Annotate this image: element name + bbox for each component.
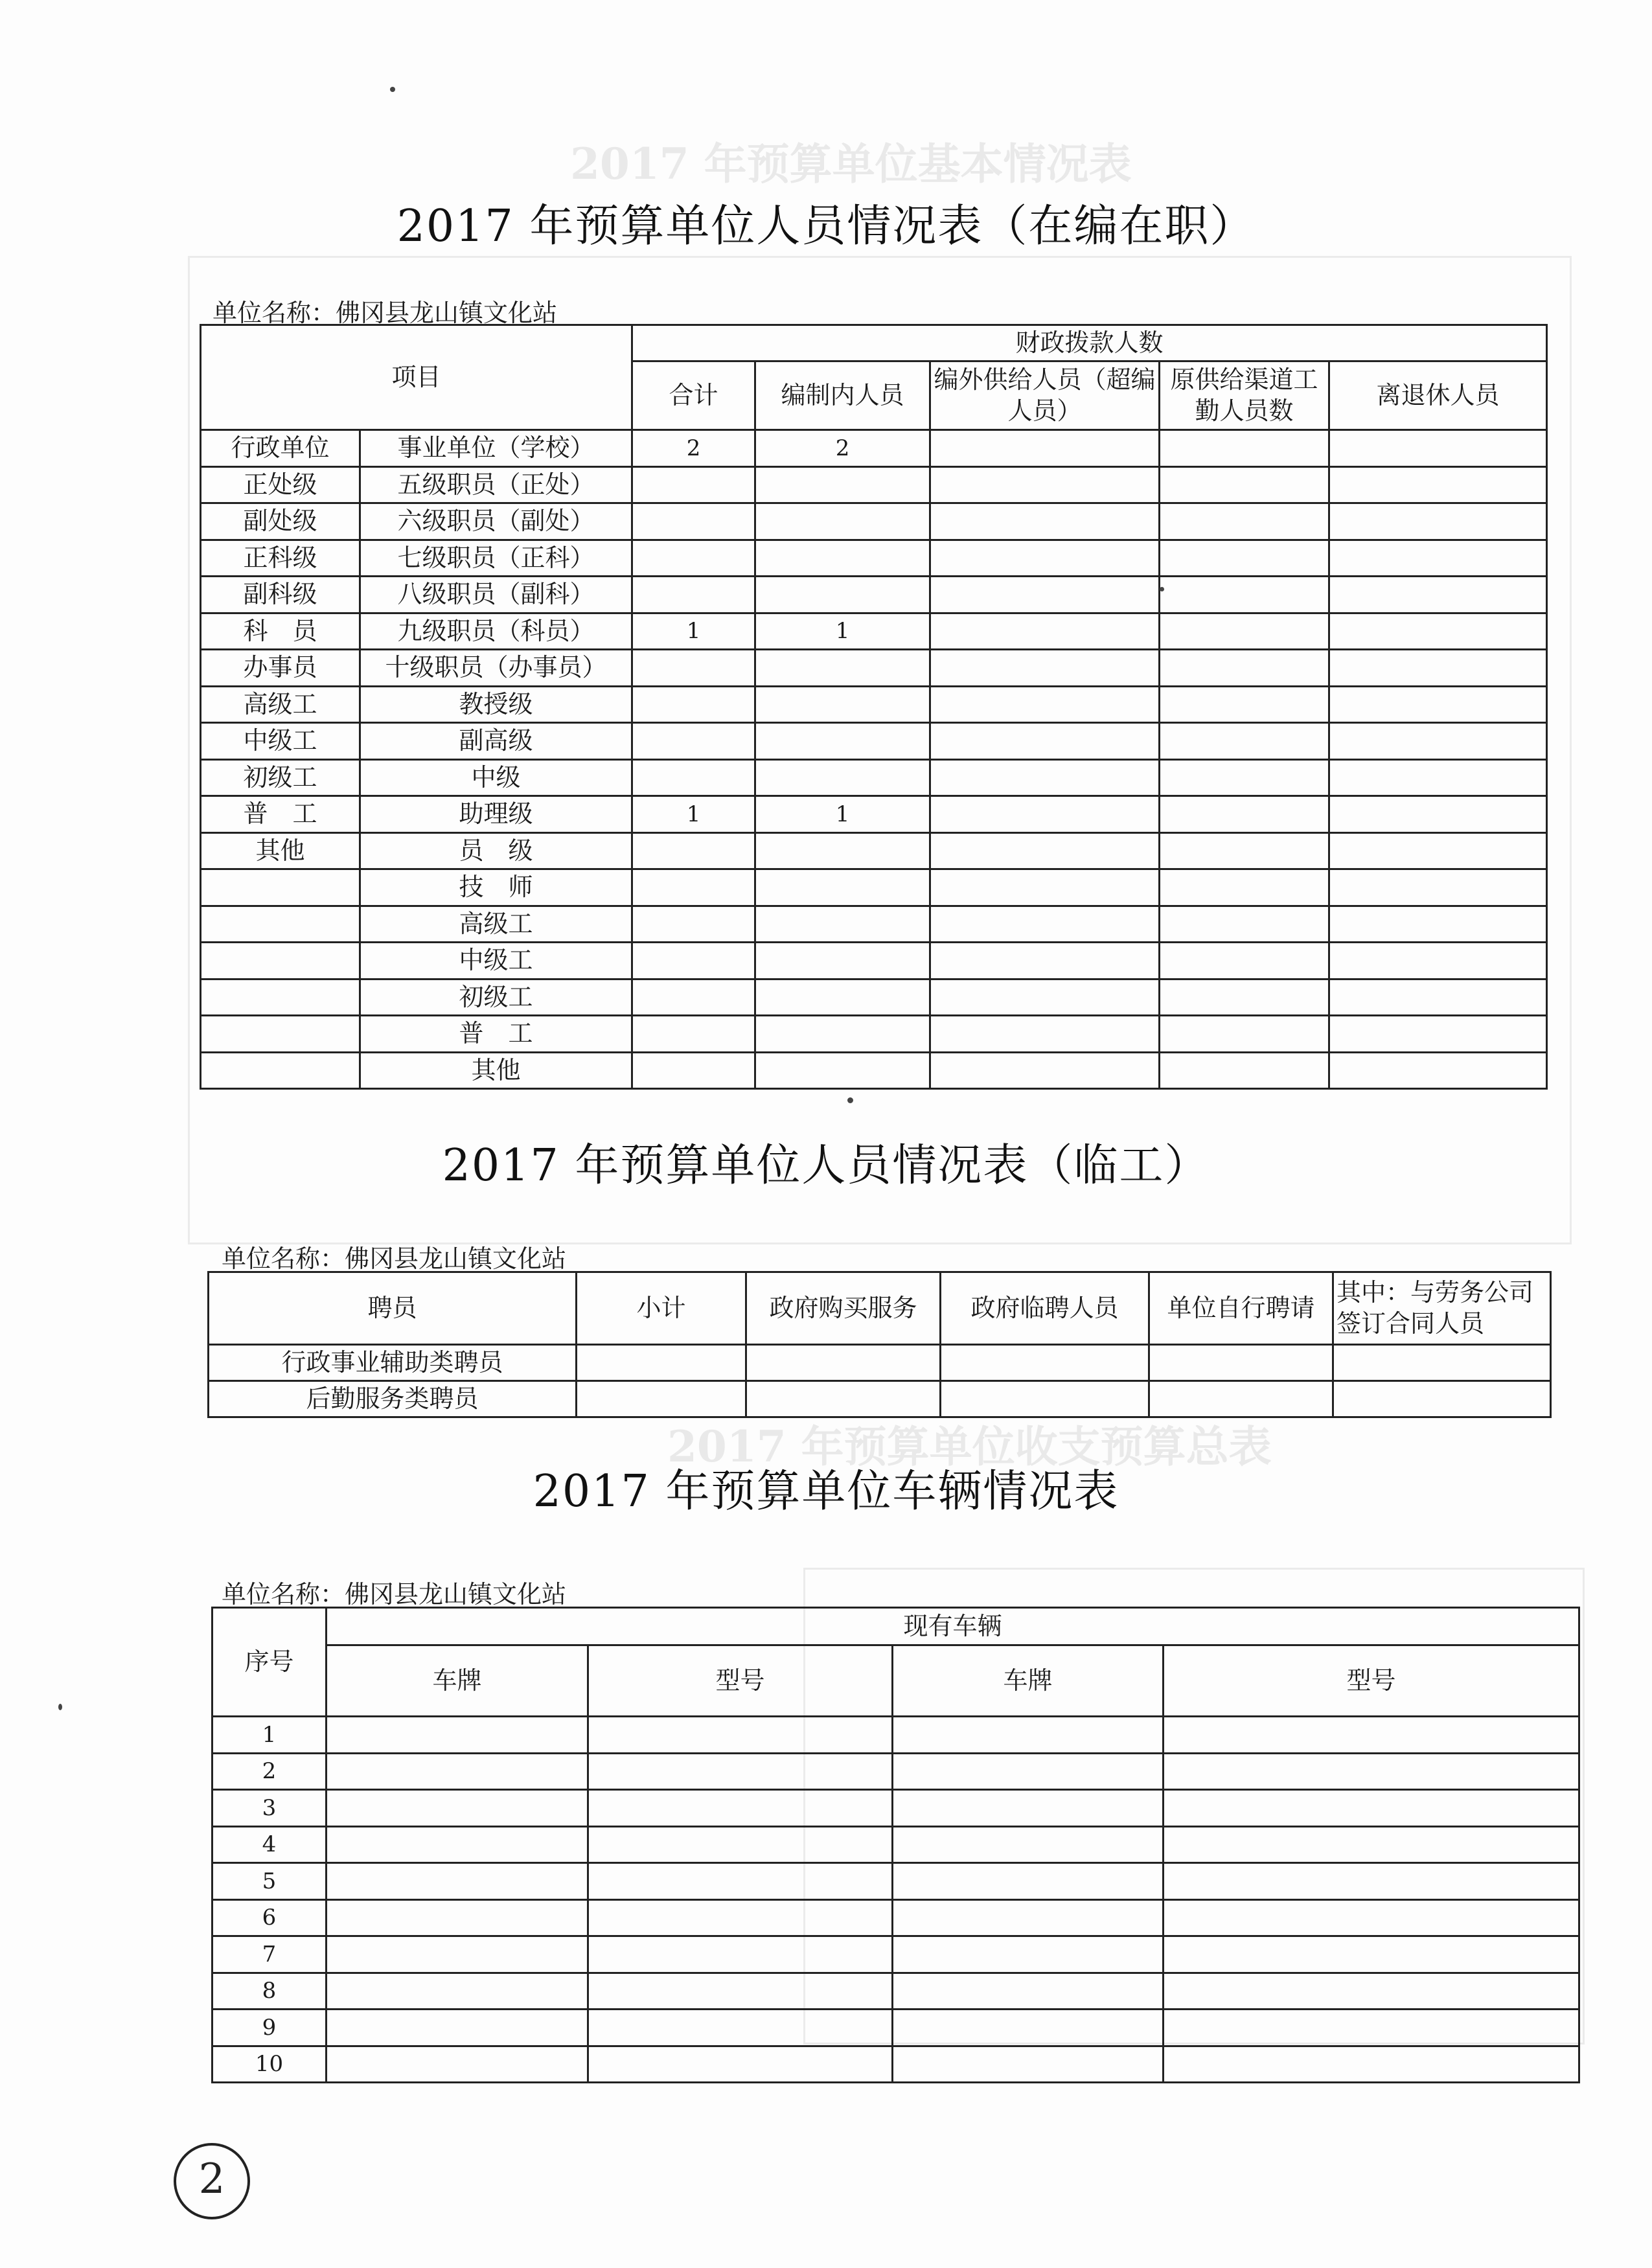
- row-cell: [893, 1899, 1164, 1936]
- row-value-v5: [1329, 686, 1547, 723]
- row-value-v3: [930, 796, 1160, 833]
- row-value-v3: [930, 723, 1160, 760]
- row-value-v2: [755, 869, 930, 906]
- table-row: [201, 613, 1547, 650]
- row-cell: [893, 1790, 1164, 1827]
- row-grade: 技 师: [360, 869, 632, 906]
- row-category: 副科级: [201, 577, 360, 613]
- table-row: [212, 1936, 1579, 1973]
- temp-staff-table: [207, 1271, 1552, 1418]
- row-value-v3: [930, 650, 1160, 687]
- header-self-hired: 单位自行聘请: [1149, 1272, 1333, 1345]
- row-value-v3: [930, 1052, 1160, 1089]
- row-cell: [1164, 1717, 1579, 1754]
- row-value-v4: [1160, 1016, 1329, 1053]
- table-row: [201, 503, 1547, 540]
- row-value-v1: [632, 466, 755, 503]
- row-cell: [893, 1863, 1164, 1900]
- row-category: [201, 979, 360, 1016]
- table1-unit-name: 单位名称：佛冈县龙山镇文化站: [212, 299, 558, 327]
- row-cell: [588, 1826, 893, 1863]
- header-original-workers: 原供给渠道工勤人员数: [1160, 361, 1329, 430]
- row-category: 普 工: [201, 796, 360, 833]
- row-cell: [1149, 1345, 1333, 1381]
- row-cell: [893, 2010, 1164, 2046]
- row-value-v2: [755, 1016, 930, 1053]
- row-cell: [1333, 1345, 1551, 1381]
- row-cell: [1164, 2010, 1579, 2046]
- row-value-v5: [1329, 869, 1547, 906]
- row-value-v2: [755, 943, 930, 979]
- row-seq: 4: [212, 1826, 327, 1863]
- row-cell: [941, 1381, 1149, 1417]
- row-value-v1: [632, 577, 755, 613]
- row-value-v4: [1160, 613, 1329, 650]
- header-retired: 离退休人员: [1329, 361, 1547, 430]
- row-cell: [1333, 1381, 1551, 1417]
- row-value-v4: [1160, 979, 1329, 1016]
- row-cell: [588, 2010, 893, 2046]
- row-grade: 中级工: [360, 943, 632, 979]
- row-grade: 普 工: [360, 1016, 632, 1053]
- row-seq: 6: [212, 1899, 327, 1936]
- table-row: [201, 466, 1547, 503]
- row-seq: 2: [212, 1753, 327, 1790]
- header-model-1: 型号: [588, 1645, 893, 1717]
- row-cell: [588, 1936, 893, 1973]
- row-grade: 助理级: [360, 796, 632, 833]
- row-value-v2: [755, 650, 930, 687]
- row-grade: 八级职员（副科）: [360, 577, 632, 613]
- row-value-v2: [755, 540, 930, 577]
- row-value-v5: [1329, 906, 1547, 943]
- row-value-v1: [632, 832, 755, 869]
- row-cell: [941, 1345, 1149, 1381]
- row-grade: 员 级: [360, 832, 632, 869]
- row-grade: 教授级: [360, 686, 632, 723]
- header-gov-temp: 政府临聘人员: [941, 1272, 1149, 1345]
- row-cell: [588, 1790, 893, 1827]
- table-row: [212, 2010, 1579, 2046]
- row-cell: [327, 1899, 588, 1936]
- row-cell: [577, 1381, 746, 1417]
- row-value-v5: [1329, 723, 1547, 760]
- header-total: 合计: [632, 361, 755, 430]
- row-value-v5: [1329, 466, 1547, 503]
- row-cell: [588, 1753, 893, 1790]
- row-value-v1: 1: [632, 613, 755, 650]
- header-plate-1: 车牌: [327, 1645, 588, 1717]
- row-value-v2: 1: [755, 613, 930, 650]
- scan-speck: [58, 1704, 62, 1710]
- row-grade: 六级职员（副处）: [360, 503, 632, 540]
- table-row: [212, 2046, 1579, 2083]
- show-through-artifact: 2017 年预算单位收支预算总表: [667, 1421, 1272, 1472]
- row-cell: [327, 1790, 588, 1827]
- header-item: 项目: [201, 325, 632, 430]
- row-value-v1: [632, 979, 755, 1016]
- row-value-v4: [1160, 686, 1329, 723]
- row-grade: 九级职员（科员）: [360, 613, 632, 650]
- row-value-v5: [1329, 577, 1547, 613]
- row-cell: [588, 1973, 893, 2010]
- scan-speck: [847, 1097, 853, 1103]
- row-value-v4: [1160, 869, 1329, 906]
- row-value-v5: [1329, 979, 1547, 1016]
- row-cell: [588, 1863, 893, 1900]
- row-value-v2: [755, 1052, 930, 1089]
- table-row: [212, 1717, 1579, 1754]
- row-seq: 9: [212, 2010, 327, 2046]
- header-hired-staff: 聘员: [209, 1272, 577, 1345]
- row-category: 初级工: [201, 759, 360, 796]
- header-extra-staff: 编外供给人员（超编人员）: [930, 361, 1160, 430]
- table-row: [212, 1790, 1579, 1827]
- row-cell: [893, 1826, 1164, 1863]
- row-value-v3: [930, 430, 1160, 467]
- row-value-v5: [1329, 1016, 1547, 1053]
- table-row: [201, 906, 1547, 943]
- table2-title: 2017 年预算单位人员情况表（临工）: [442, 1140, 1210, 1191]
- row-value-v1: [632, 686, 755, 723]
- header-funding-group: 财政拨款人数: [632, 325, 1547, 361]
- row-value-v3: [930, 577, 1160, 613]
- row-category: 正处级: [201, 466, 360, 503]
- row-value-v3: [930, 466, 1160, 503]
- row-cell: [1164, 1973, 1579, 2010]
- row-cell: [746, 1381, 941, 1417]
- row-cell: [1164, 1899, 1579, 1936]
- row-value-v4: [1160, 832, 1329, 869]
- row-value-v4: [1160, 723, 1329, 760]
- row-cell: [327, 2046, 588, 2083]
- header-current-vehicles: 现有车辆: [327, 1608, 1579, 1645]
- row-value-v4: [1160, 540, 1329, 577]
- table-row: [212, 1863, 1579, 1900]
- row-label: 后勤服务类聘员: [209, 1381, 577, 1417]
- row-cell: [588, 1899, 893, 1936]
- row-value-v5: [1329, 759, 1547, 796]
- row-category: [201, 1016, 360, 1053]
- row-cell: [1164, 1826, 1579, 1863]
- row-value-v4: [1160, 759, 1329, 796]
- row-value-v5: [1329, 796, 1547, 833]
- row-value-v4: [1160, 1052, 1329, 1089]
- row-value-v5: [1329, 1052, 1547, 1089]
- row-seq: 7: [212, 1936, 327, 1973]
- header-established-staff: 编制内人员: [755, 361, 930, 430]
- row-value-v3: [930, 759, 1160, 796]
- row-value-v5: [1329, 613, 1547, 650]
- table-row: [201, 1052, 1547, 1089]
- row-value-v1: 2: [632, 430, 755, 467]
- row-cell: [327, 1753, 588, 1790]
- row-grade: 中级: [360, 759, 632, 796]
- row-category: 高级工: [201, 686, 360, 723]
- row-value-v5: [1329, 503, 1547, 540]
- row-value-v1: [632, 943, 755, 979]
- table-row: [201, 832, 1547, 869]
- row-value-v3: [930, 686, 1160, 723]
- row-seq: 3: [212, 1790, 327, 1827]
- header-labor-contract: 其中：与劳务公司签订合同人员: [1333, 1272, 1551, 1345]
- vehicle-table: [211, 1607, 1580, 2083]
- table-row: [201, 943, 1547, 979]
- table-row: [201, 540, 1547, 577]
- table-row: [212, 1826, 1579, 1863]
- row-value-v4: [1160, 503, 1329, 540]
- table-row: [201, 869, 1547, 906]
- header-model-2: 型号: [1164, 1645, 1579, 1717]
- row-category: 科 员: [201, 613, 360, 650]
- row-value-v2: [755, 503, 930, 540]
- row-cell: [893, 1753, 1164, 1790]
- row-cell: [327, 1863, 588, 1900]
- row-label: 行政事业辅助类聘员: [209, 1345, 577, 1381]
- row-cell: [327, 1936, 588, 1973]
- row-cell: [327, 1826, 588, 1863]
- row-category: 正科级: [201, 540, 360, 577]
- row-category: 其他: [201, 832, 360, 869]
- handwritten-page-number: 2: [174, 2143, 250, 2219]
- header-plate-2: 车牌: [893, 1645, 1164, 1717]
- header-seq: 序号: [212, 1608, 327, 1717]
- row-value-v2: [755, 832, 930, 869]
- row-value-v4: [1160, 650, 1329, 687]
- table3-unit-name: 单位名称：佛冈县龙山镇文化站: [222, 1580, 567, 1609]
- header-gov-purchase: 政府购买服务: [746, 1272, 941, 1345]
- row-grade: 五级职员（正处）: [360, 466, 632, 503]
- row-seq: 5: [212, 1863, 327, 1900]
- row-value-v5: [1329, 540, 1547, 577]
- row-cell: [327, 2010, 588, 2046]
- row-value-v3: [930, 832, 1160, 869]
- row-value-v5: [1329, 430, 1547, 467]
- scan-speck: [390, 87, 395, 92]
- row-value-v2: [755, 466, 930, 503]
- row-grade: 高级工: [360, 906, 632, 943]
- row-cell: [893, 1973, 1164, 2010]
- table-row: [209, 1345, 1551, 1381]
- table-row: [201, 796, 1547, 833]
- row-seq: 10: [212, 2046, 327, 2083]
- row-cell: [746, 1345, 941, 1381]
- row-value-v2: [755, 577, 930, 613]
- row-value-v3: [930, 906, 1160, 943]
- row-value-v3: [930, 540, 1160, 577]
- row-category: 行政单位: [201, 430, 360, 467]
- row-value-v2: [755, 686, 930, 723]
- row-grade: 其他: [360, 1052, 632, 1089]
- row-value-v1: [632, 1052, 755, 1089]
- table-row: [201, 650, 1547, 687]
- row-value-v5: [1329, 832, 1547, 869]
- row-value-v1: [632, 503, 755, 540]
- row-cell: [588, 1717, 893, 1754]
- row-value-v2: [755, 723, 930, 760]
- row-value-v1: 1: [632, 796, 755, 833]
- row-grade: 十级职员（办事员）: [360, 650, 632, 687]
- row-value-v3: [930, 979, 1160, 1016]
- row-grade: 副高级: [360, 723, 632, 760]
- row-value-v1: [632, 869, 755, 906]
- table-row: [212, 1753, 1579, 1790]
- table3-title: 2017 年预算单位车辆情况表: [533, 1466, 1119, 1517]
- row-grade: 七级职员（正科）: [360, 540, 632, 577]
- row-value-v5: [1329, 650, 1547, 687]
- row-value-v3: [930, 869, 1160, 906]
- row-cell: [893, 1717, 1164, 1754]
- table-row: [209, 1381, 1551, 1417]
- row-cell: [1164, 1936, 1579, 1973]
- table-row: [201, 430, 1547, 467]
- row-value-v4: [1160, 577, 1329, 613]
- row-cell: [588, 2046, 893, 2083]
- header-subtotal: 小计: [577, 1272, 746, 1345]
- row-cell: [327, 1973, 588, 2010]
- staff-table: [200, 324, 1548, 1090]
- row-value-v2: [755, 979, 930, 1016]
- row-value-v2: [755, 759, 930, 796]
- row-seq: 8: [212, 1973, 327, 2010]
- row-value-v4: [1160, 430, 1329, 467]
- row-cell: [893, 1936, 1164, 1973]
- row-value-v1: [632, 723, 755, 760]
- row-category: [201, 943, 360, 979]
- scan-speck: [1160, 587, 1164, 591]
- show-through-artifact: 2017 年预算单位基本情况表: [570, 139, 1132, 189]
- table2-unit-name: 单位名称：佛冈县龙山镇文化站: [222, 1244, 567, 1273]
- row-value-v1: [632, 650, 755, 687]
- row-cell: [327, 1717, 588, 1754]
- row-cell: [1164, 2046, 1579, 2083]
- row-value-v3: [930, 503, 1160, 540]
- table-row: [212, 1899, 1579, 1936]
- row-value-v2: 1: [755, 796, 930, 833]
- row-category: [201, 906, 360, 943]
- row-cell: [893, 2046, 1164, 2083]
- row-cell: [1164, 1790, 1579, 1827]
- table-row: [212, 1973, 1579, 2010]
- row-cell: [1149, 1381, 1333, 1417]
- row-value-v3: [930, 613, 1160, 650]
- row-cell: [1164, 1863, 1579, 1900]
- row-value-v2: [755, 906, 930, 943]
- row-category: [201, 1052, 360, 1089]
- table-row: [201, 577, 1547, 613]
- row-value-v4: [1160, 943, 1329, 979]
- row-value-v2: 2: [755, 430, 930, 467]
- row-category: 中级工: [201, 723, 360, 760]
- row-value-v1: [632, 540, 755, 577]
- row-value-v5: [1329, 943, 1547, 979]
- table-row: [201, 686, 1547, 723]
- row-category: 办事员: [201, 650, 360, 687]
- row-value-v1: [632, 906, 755, 943]
- row-seq: 1: [212, 1717, 327, 1754]
- table-row: [201, 759, 1547, 796]
- row-value-v4: [1160, 796, 1329, 833]
- row-cell: [577, 1345, 746, 1381]
- row-grade: 初级工: [360, 979, 632, 1016]
- row-grade: 事业单位（学校）: [360, 430, 632, 467]
- row-value-v3: [930, 943, 1160, 979]
- row-cell: [1164, 1753, 1579, 1790]
- row-category: [201, 869, 360, 906]
- row-value-v4: [1160, 466, 1329, 503]
- row-value-v1: [632, 1016, 755, 1053]
- row-value-v1: [632, 759, 755, 796]
- row-category: 副处级: [201, 503, 360, 540]
- table-row: [201, 1016, 1547, 1053]
- table-row: [201, 723, 1547, 760]
- row-value-v4: [1160, 906, 1329, 943]
- table-row: [201, 979, 1547, 1016]
- row-value-v3: [930, 1016, 1160, 1053]
- table1-title: 2017 年预算单位人员情况表（在编在职）: [396, 201, 1256, 252]
